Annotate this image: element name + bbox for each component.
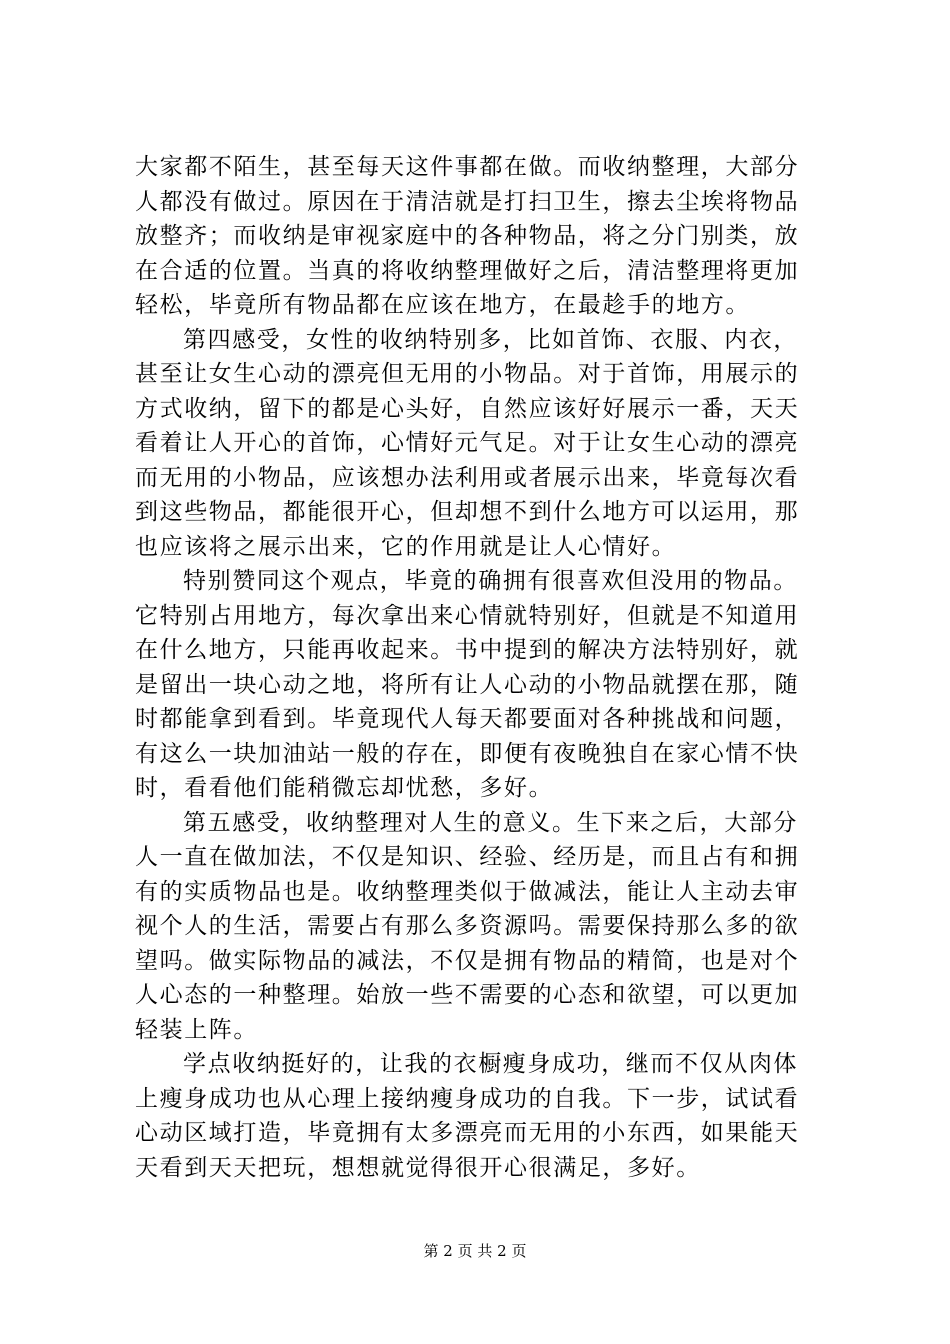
text-line: 看着让人开心的首饰，心情好元气足。对于让女生心动的漂亮 (135, 430, 800, 456)
text-line: 时都能拿到看到。毕竟现代人每天都要面对各种挑战和问题， (135, 706, 800, 732)
text-line: 天看到天天把玩，想想就觉得很开心很满足，多好。 (135, 1154, 701, 1181)
text-line: 视个人的生活，需要占有那么多资源吗。需要保持那么多的欲 (135, 913, 800, 939)
text-line: 有这么一块加油站一般的存在，即便有夜晚独自在家心情不快 (135, 740, 800, 767)
paragraph-first-line: 第五感受，收纳整理对人生的意义。生下来之后，大部分 (183, 809, 798, 836)
text-line: 轻装上阵。 (135, 1016, 258, 1043)
text-line: 轻松，毕竟所有物品都在应该在地方，在最趁手的地方。 (135, 292, 750, 318)
text-line: 人心态的一种整理。始放一些不需要的心态和欲望，可以更加 (135, 982, 800, 1008)
text-line: 在什么地方，只能再收起来。书中提到的解决方法特别好，就 (135, 637, 800, 663)
text-line: 也应该将之展示出来，它的作用就是让人心情好。 (135, 533, 677, 560)
text-line: 甚至让女生心动的漂亮但无用的小物品。对于首饰，用展示的 (135, 361, 800, 387)
text-line: 时，看看他们能稍微忘却忧愁，多好。 (135, 775, 554, 801)
text-line: 在合适的位置。当真的将收纳整理做好之后，清洁整理将更加 (135, 257, 800, 284)
text-line: 而无用的小物品，应该想办法利用或者展示出来，毕竟每次看 (135, 464, 800, 491)
text-line: 它特别占用地方，每次拿出来心情就特别好，但就是不知道用 (135, 602, 800, 629)
text-line: 是留出一块心动之地，将所有让人心动的小物品就摆在那，随 (135, 671, 800, 698)
page-number-footer: 第 2 页 共 2 页 (423, 1242, 527, 1260)
document-body (135, 150, 835, 1185)
text-line: 人都没有做过。原因在于清洁就是打扫卫生，擦去尘埃将物品 (135, 188, 800, 215)
text-line: 人一直在做加法，不仅是知识、经验、经历是，而且占有和拥 (135, 844, 800, 870)
text-line: 心动区域打造，毕竟拥有太多漂亮而无用的小东西，如果能天 (135, 1120, 800, 1146)
text-line: 放整齐；而收纳是审视家庭中的各种物品，将之分门别类，放 (135, 223, 800, 249)
paragraph-first-line: 第四感受，女性的收纳特别多，比如首饰、衣服、内衣， (183, 326, 798, 353)
text-line: 望吗。做实际物品的减法，不仅是拥有物品的精简，也是对个 (135, 947, 800, 974)
paragraph-first-line: 学点收纳挺好的，让我的衣橱瘦身成功，继而不仅从肉体 (183, 1051, 798, 1077)
text-line: 方式收纳，留下的都是心头好，自然应该好好展示一番，天天 (135, 395, 800, 422)
text-line: 上瘦身成功也从心理上接纳瘦身成功的自我。下一步，试试看 (135, 1085, 800, 1112)
text-line: 到这些物品，都能很开心，但却想不到什么地方可以运用，那 (135, 499, 800, 525)
text-line: 有的实质物品也是。收纳整理类似于做减法，能让人主动去审 (135, 878, 800, 905)
text-line: 大家都不陌生，甚至每天这件事都在做。而收纳整理，大部分 (135, 154, 800, 180)
paragraph-first-line: 特别赞同这个观点，毕竟的确拥有很喜欢但没用的物品。 (183, 568, 798, 594)
